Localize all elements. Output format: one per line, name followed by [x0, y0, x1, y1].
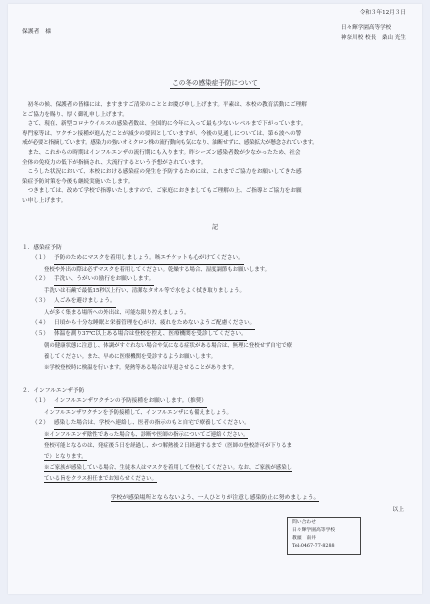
closing-statement [8, 492, 422, 501]
item-detail: ※インフルエンザ陰性であった場合も、診断や医師の指示についてご連絡ください。 [44, 432, 249, 438]
item-detail: で）となります。 [44, 454, 87, 460]
school-name: 日々輝学園高等学校 [340, 25, 392, 31]
item-detail: 朝の健康状態に注意し、体調がすぐれない場合や気になる症状がある場合は、無理に登校せず自宅で療 [44, 343, 292, 349]
intro-line: 初冬の候、保護者の皆様には、ますますご清栄のこととお慶び申し上げます。平素は、本校の教育活動にご理解 [27, 102, 307, 108]
item-text: 感染した場合は、学校へ連絡し、医者の指示のもと自宅で療養してください。 [54, 419, 250, 430]
item-detail-text: 登校可能となるのは、発症後５日を経過し、かつ解熱後２日経過するまで（医師の登校許可が下りるま [44, 443, 292, 449]
item-detail: インフルエンザワクチンを予防接種して、インフルエンザにも備えましょう。 [44, 410, 232, 416]
ki-marker: 記 [211, 224, 218, 231]
intro-line: さて、現在、新型コロナウイルスの感染者数は、全国的に今年に入って最も少ないレベルまで下がっています。 [27, 121, 307, 128]
intro-paragraph [22, 101, 408, 207]
intro-line: 戒が必要と指摘しています。感染力の強いオミクロン株の流行動向も気になり、油断せずに、感染拡大が懸念されています。 [22, 140, 318, 147]
document-title-text: この冬の感染症予防について [172, 79, 258, 87]
item-detail: ている旨をクラス担任までお知らせください。 [44, 476, 157, 482]
section-heading-influenza: ２．インフルエンザ予防 [22, 388, 85, 394]
intro-line: 専門家等は、ワクチン接種が進んだことが減少の要因としていますが、今後の見通しについては、第６波への警 [22, 130, 302, 137]
item-number: （４） [32, 320, 49, 326]
document-title [8, 77, 422, 87]
contact-school: 日々輝学園高等学校 [292, 528, 336, 533]
intro-line: とご協力を賜り、厚く御礼申し上げます。 [22, 111, 128, 118]
closing-text: 学校が感染場所とならないよう、一人ひとりが注意し感染防止に努めましょう。 [110, 495, 320, 501]
item-text: インフルエンザワクチンの予防接種をお願いします。（推奨） [54, 397, 207, 408]
contact-label: 問い合わせ [292, 520, 316, 525]
sender-block [341, 24, 406, 43]
item-number: （２） [32, 420, 49, 426]
item-text: 日頃から十分な睡眠と栄養管理を心がけ、疲れをためないようご配慮ください。 [54, 319, 255, 330]
item-text: 人ごみを避けましょう。 [54, 297, 116, 308]
document-page [8, 4, 422, 594]
intro-line: こうした状況において、本校における感染症の発生を予防するためには、これまでご協力をお願いしてきた感 [27, 169, 302, 176]
item-detail [44, 441, 292, 449]
intro-line: また、これからの時期はインフルエンザの流行期にも入ります。昨シーズン感染者数が少なかったため、社会 [27, 149, 301, 156]
item-detail: ※ご家族が感染している場合、生徒本人はマスクを着用して登校してください。なお、ご家族が感染し [44, 465, 292, 471]
item-text: 体温を測り37℃以上ある場合は登校を控え、医療機関を受診してください。 [54, 330, 247, 341]
item-detail: 養してください。また、早めに医療機関を受診するようお願いします。 [44, 354, 217, 360]
contact-dept: 教頭 南井 [292, 536, 316, 541]
contact-box [287, 517, 361, 555]
issue-date: 令和３年12月３日 [359, 10, 406, 16]
intro-line: 全体の免疫力の低下が指摘され、大流行するという予想がされています。 [22, 159, 207, 166]
item-detail: 手洗いは石鹸で最低15秒以上行い、清潔なタオル等で水をよく拭き取りましょう。 [44, 288, 245, 294]
item-number: （１） [32, 255, 49, 261]
intro-line: つきましては、改めて学校で指導いたしますので、ご家庭におきましてもご理解の上、ご指導とご協力をお願 [27, 188, 302, 195]
item-number: （５） [32, 331, 49, 337]
item-number: （３） [32, 298, 49, 304]
intro-line: い申し上げます。 [22, 197, 67, 204]
ijo-marker: 以上 [392, 507, 404, 513]
item-text: 予防のためにマスクを着用しましょう。咳エチケットも心がけてください。 [54, 254, 244, 265]
item-number: （２） [32, 276, 49, 282]
item-text: 手洗い、うがいの励行をお願いします。 [54, 275, 154, 286]
contact-tel: Tel:0467-77-8288 [292, 544, 335, 549]
principal-name: 神奈川校 校長 桑山 光生 [340, 34, 406, 41]
recipient: 保護者 様 [22, 29, 51, 35]
item-detail: 登校や外出の際は必ずマスクを着用してください。乾燥する場合、湿度調節もお願いします。 [44, 267, 270, 273]
intro-line: 染症予防対策を今後も継続実施いたします。 [22, 178, 134, 185]
section-heading-prevention: １．感染症予防 [22, 245, 62, 251]
item-detail: 人が多く集まる場所への外出は、可能な限り控えましょう。 [44, 310, 190, 316]
item-detail: ※学校登校時に検温を行います。発熱等ある場合は早退させることがあります。 [44, 365, 238, 371]
item-number: （１） [32, 398, 49, 404]
